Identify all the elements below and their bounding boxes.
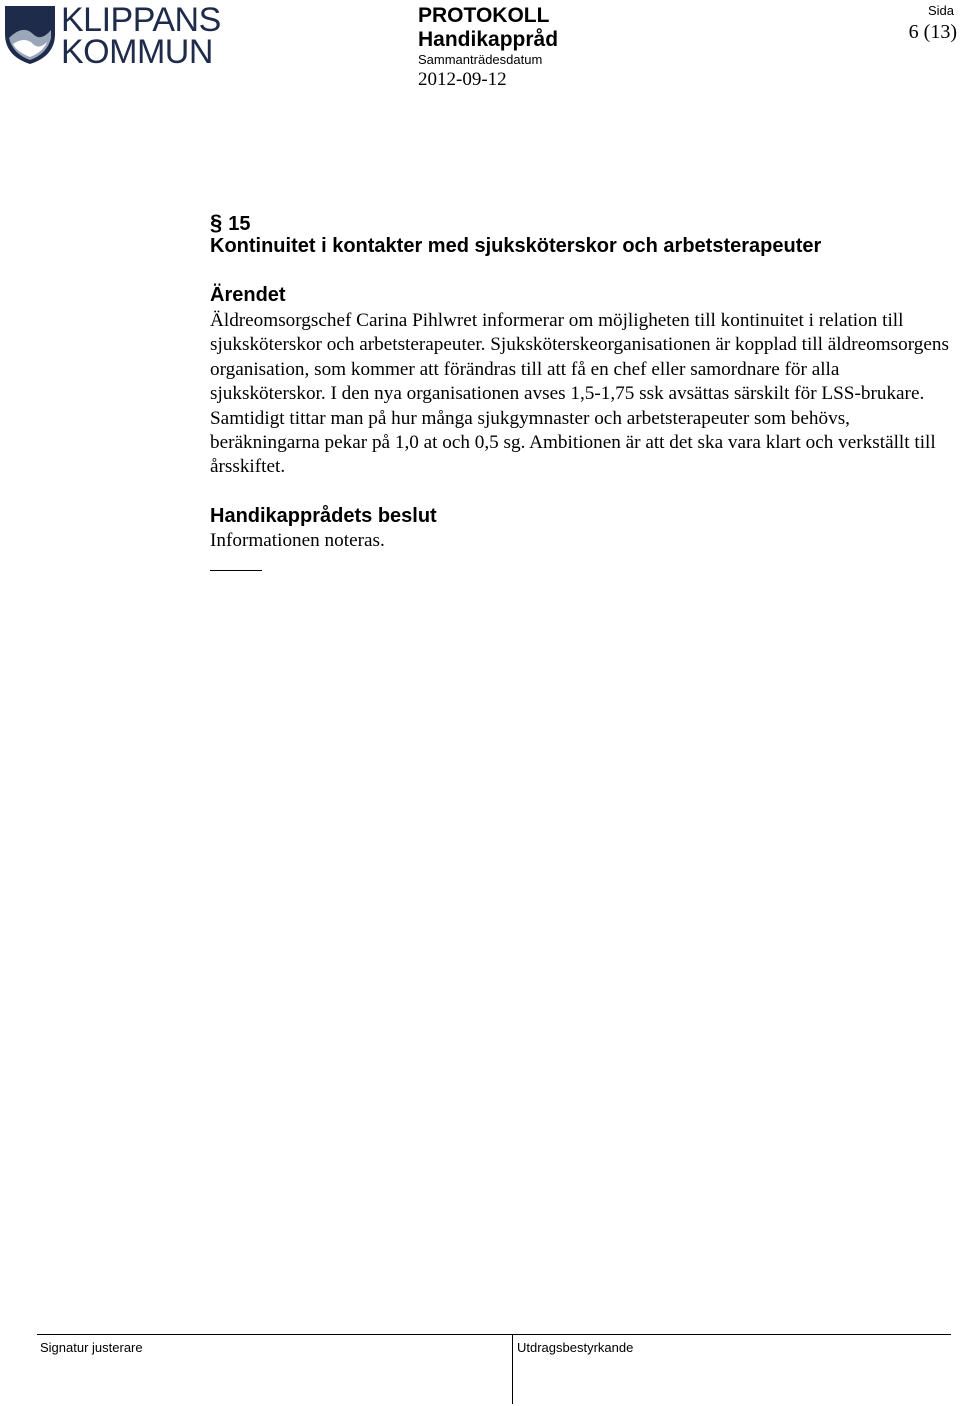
page-label: Sida	[927, 3, 954, 18]
meeting-date: 2012-09-12	[418, 69, 507, 90]
coat-of-arms-icon	[3, 4, 57, 66]
section-number	[210, 210, 251, 236]
section-title: Kontinuitet i kontakter med sjuksköterskor och arbetsterapeuter	[210, 235, 822, 257]
meeting-date-label: Sammanträdesdatum	[418, 52, 543, 67]
municipality-logo	[3, 1, 221, 71]
document-type: PROTOKOLL	[418, 4, 550, 27]
signature-label: Signatur justerare	[40, 1340, 143, 1355]
arende-text: Äldreomsorgschef Carina Pihlwret informerar om möjligheten till kontinuitet i relation till sjuksköterskor och arbetsterapeuter. Sjuksköterskeorganisationen är kopplad till äldreomsorgens organisation, som kommer att förändras till att få en chef eller samordnare för alla sjuksköterskor. I den nya organisationen avses 1,5-1,75 ssk avsättas särskilt för LSS-brukare. Samtidigt tittar man på hur många sjukgymnaster och arbetsterapeuter som behövs, beräkningarna pekar på 1,0 at och 0,5 sg. Ambitionen är att det ska vara klart och verkställt till årsskiftet.	[210, 310, 949, 478]
section-number-value: 15	[228, 213, 251, 235]
logo-text-kommun: KOMMUN	[61, 33, 213, 71]
certification-label: Utdragsbestyrkande	[517, 1340, 634, 1355]
section-end-line	[210, 570, 262, 571]
board-name: Handikappråd	[418, 28, 559, 51]
paragraph-symbol: §	[210, 210, 223, 235]
footer-column-divider	[512, 1334, 513, 1404]
page-number: 6 (13)	[908, 21, 957, 43]
decision-text: Informationen noteras.	[210, 530, 385, 551]
footer-divider	[37, 1334, 951, 1335]
logo-text-klippans: KLIPPANS	[61, 1, 221, 39]
arende-heading: Ärendet	[210, 284, 286, 306]
decision-heading: Handikapprådets beslut	[210, 505, 437, 527]
